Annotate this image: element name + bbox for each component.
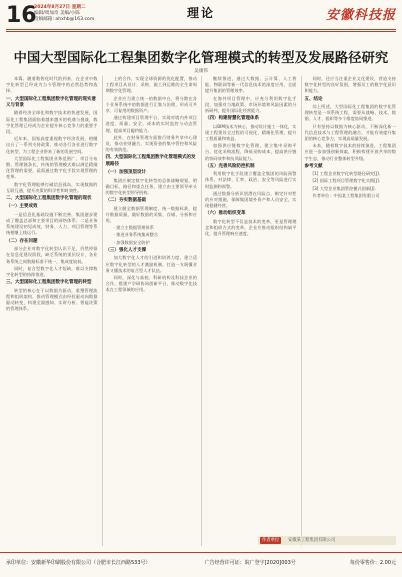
body-paragraph: 上的合作，实现全球资源的优化配置，推动工程项目从设计、采购、施工到运维的全生命周期数字化管理。 <box>105 76 197 94</box>
article-column <box>102 76 198 546</box>
section-subheading: （一）加强顶层设计 <box>105 170 146 176</box>
body-paragraph: 综上所述，大型国际化工程集团的数字化管理转型是一项系统工程，需要从战略、技术、数据、人才、组织等多个维度协同推进。 <box>304 104 396 122</box>
body-paragraph: 加大数字化人才的引进和培养力度，建立适应数字化转型的人才激励机制，打造一支既懂业务又懂技术的复合型人才队伍。 <box>105 255 197 273</box>
section-subheading: 三、大型国际化工程集团数字化管理的转型 <box>6 280 92 286</box>
body-paragraph: 未来，随着数字技术的持续演进，工程集团应进一步加强创新探索，积极构建开放共享的数字生态，推动行业整体转型升级。 <box>304 143 396 161</box>
body-paragraph: 随着经济全球化和数字技术的快速发展，国际化工程集团面临着越来越多的机遇与挑战，数字化管理已经成为企业提升核心竞争力的重要手段。 <box>6 110 98 135</box>
footer-printer: 承印单位：安徽新华印刷股份有限公司（合肥市长江西路533号） <box>6 560 151 566</box>
section-subheading: （一）主要成效 <box>6 204 38 210</box>
body-paragraph: 大型国际化工程集团业务范围广、项目分布散、管理链条长，传统的管理模式难以满足精细化管理的需要，亟需通过数字化手段实现管理的变革。 <box>6 155 98 180</box>
body-paragraph: 企业应当建立统一的数据中台，将分散在各个业务系统中的数据进行汇集与治理，形成可共享、可复用的数据资产。 <box>105 95 197 114</box>
section-subheading: （三）强化人才支撑 <box>105 247 146 253</box>
section-subheading: （六）推动组织变革 <box>205 211 246 217</box>
author-note-text: 安徽某工程集团有限公司 <box>288 538 336 543</box>
body-paragraph: 转型的核心在于以数据为驱动，重塑管理流程和组织架构，推动管理模式由经验驱动向数据驱动转变，构建全面感知、实时分析、智能决策的管理体系。 <box>6 287 98 312</box>
body-paragraph: 此外，在财务管理方面推行财务共享中心建设，推动业财融合，实现资金的集中管控和风险的有效防范。 <box>105 134 197 153</box>
body-paragraph: 在海外项目管理中，应充分利用数字化手段，加强对当地政策、市场环境和风险因素的分析研判，提升国际化经营能力。 <box>205 95 297 114</box>
section-subheading: 一、大型国际化工程集团数字化管理的现实意义与背景 <box>6 96 96 109</box>
body-paragraph: [1] 工程企业数字化转型路径研究[J]. <box>312 171 381 177</box>
body-paragraph: 本篇。随着数智化时代的到来，在企业中数字化转型已经成为当今管理中的必然趋势和选择。 <box>6 76 98 94</box>
issue-date: 2024年8月27日 星期二 <box>34 5 86 10</box>
body-paragraph: 利用数字化手段建立覆盖全集团的风险预警体系，对法律、汇率、政治、安全等风险进行实时监测和预警。 <box>205 171 297 189</box>
body-paragraph: 同时，还应当注重企业文化建设，营造支持数字化转型的良好氛围，增强员工的数字化意识和能力。 <box>304 76 396 94</box>
section-subheading: （二）夯实数据基础 <box>105 198 146 204</box>
page-number: 16 <box>6 3 37 28</box>
body-paragraph: 数字化管理能够打破信息孤岛，实现数据的互联互通，提升决策的科学性和时效性。 <box>6 181 98 193</box>
body-paragraph: 只有坚持以数据为核心驱动，不断深化新一代信息技术与工程管理的融合，才能有效提升集团的核心竞争力，实现高质量发展。 <box>304 123 396 142</box>
article-byline: 吴康伟 <box>194 69 208 74</box>
article-headline: 中国大型国际化工程集团数字化管理模式的转型及发展路径研究 <box>13 51 389 66</box>
body-paragraph: 一是信息化基础设施不断完善，集团逐步建成了覆盖总部和主要项目的网络体系；二是业务系统建设初见成效，财务、人力、项目管理等系统相继上线运行。 <box>6 211 98 236</box>
body-paragraph: 继续推进，通过大数据、云计算、人工智能、物联网等新一代信息技术的深度应用，全面提升集团的管理效率。 <box>205 76 297 94</box>
body-paragraph: 作者单位：中国某工程集团有限公司 <box>312 192 380 198</box>
body-paragraph: 同时，复合型数字化人才短缺，难以支撑数字化转型的持续推进。 <box>6 265 98 277</box>
body-paragraph: 近年来，国家高度重视数字经济发展，相继出台了一系列支持政策，推动各行各业进行数字化转型，为工程企业带来了新的发展空间。 <box>6 136 98 154</box>
section-subheading: 参考文献 <box>304 163 323 169</box>
article-column <box>201 76 297 546</box>
body-paragraph: 部分企业对数字化转型认识不足，仍然停留在信息化建设阶段，缺乏系统的顶层设计，各业务系统之间数据标准不统一，集成度较低。 <box>6 246 98 264</box>
body-paragraph: · 加强数据安全防护 <box>113 239 150 245</box>
newspaper-logo: 安徽科技报 <box>325 8 396 23</box>
email-line: 投稿邮箱: ahxhb@163.com <box>34 17 95 23</box>
body-paragraph: 加强供应链数字化管理，建立集中采购平台，优化采购流程，降低采购成本，提高供应链的协同效率和抗风险能力。 <box>205 143 297 161</box>
section-subheading: 五、结论 <box>304 96 323 102</box>
section-subheading: （四）构建智慧化管理体系 <box>205 116 259 122</box>
article-column <box>6 76 98 546</box>
body-paragraph: 通过数据分析识别潜在风险点，制定针对性的应对措施，保障集团境外资产和人员安全，实现稳健经营。 <box>205 190 297 209</box>
body-paragraph: 以BIM技术为核心，推动设计施工一体化，实现工程建设全过程的可视化、精细化管理，提升工程质量和效益。 <box>205 123 297 142</box>
section-subheading: 四、大型国际化工程集团数字化管理模式的发展路径 <box>105 155 196 167</box>
section-title: 理论 <box>186 6 215 20</box>
body-paragraph: 集团应制定数字化转型的总体战略规划，明确目标、路径和重点任务，建立由主要领导牵头的数字化转型领导机构。 <box>105 177 197 196</box>
body-paragraph: · 建立主数据管理体系 <box>113 225 154 231</box>
footer-price: 每份零售价：2.00元 <box>349 560 396 566</box>
body-paragraph: · 推进业务系统集成整合 <box>113 232 159 238</box>
footer-license: 广告经营许可证：皖广登字[2020]003号 <box>204 560 296 566</box>
section-subheading: （五）完善风险防控机制 <box>205 163 255 169</box>
header-rule <box>6 29 396 30</box>
body-paragraph: [2] 国际工程项目管理数字化实践[J]. <box>312 178 381 184</box>
page-footer <box>0 552 402 577</box>
masthead <box>0 0 402 40</box>
body-paragraph: 通过构建项目管理平台，实现对境内外项目进度、质量、安全、成本的实时监控与动态管理，提高项目履约能力。 <box>105 115 197 133</box>
article-column <box>301 76 397 546</box>
body-paragraph: 建立健全数据管理制度，统一数据标准，提升数据质量，做好数据的采集、存储、分析和应用。 <box>105 205 197 224</box>
section-subheading: 二、大型国际化工程集团数字化管理的现状 <box>6 196 92 202</box>
body-paragraph: 同时，深化与高校、科研机构及科技企业的合作，搭建产学研协同创新平台，推动数字化技术在工程领域的应用。 <box>105 274 197 293</box>
author-note <box>258 536 396 545</box>
editor-line: 编辑/周加奇 美编/小陈 <box>34 11 80 17</box>
section-subheading: （二）存在问题 <box>6 238 38 244</box>
header-rule-secondary <box>6 31 396 32</box>
body-paragraph: 数字化转型不仅是技术的变革，更是管理理念和组织方式的变革，企业应推动组织结构扁平化，提升管理响应速度。 <box>205 218 297 237</box>
article-body <box>6 76 396 546</box>
body-paragraph: [3] 大型企业集团管控模式创新[J]. <box>312 185 376 191</box>
author-note-tag: 作者单位 <box>262 538 280 543</box>
